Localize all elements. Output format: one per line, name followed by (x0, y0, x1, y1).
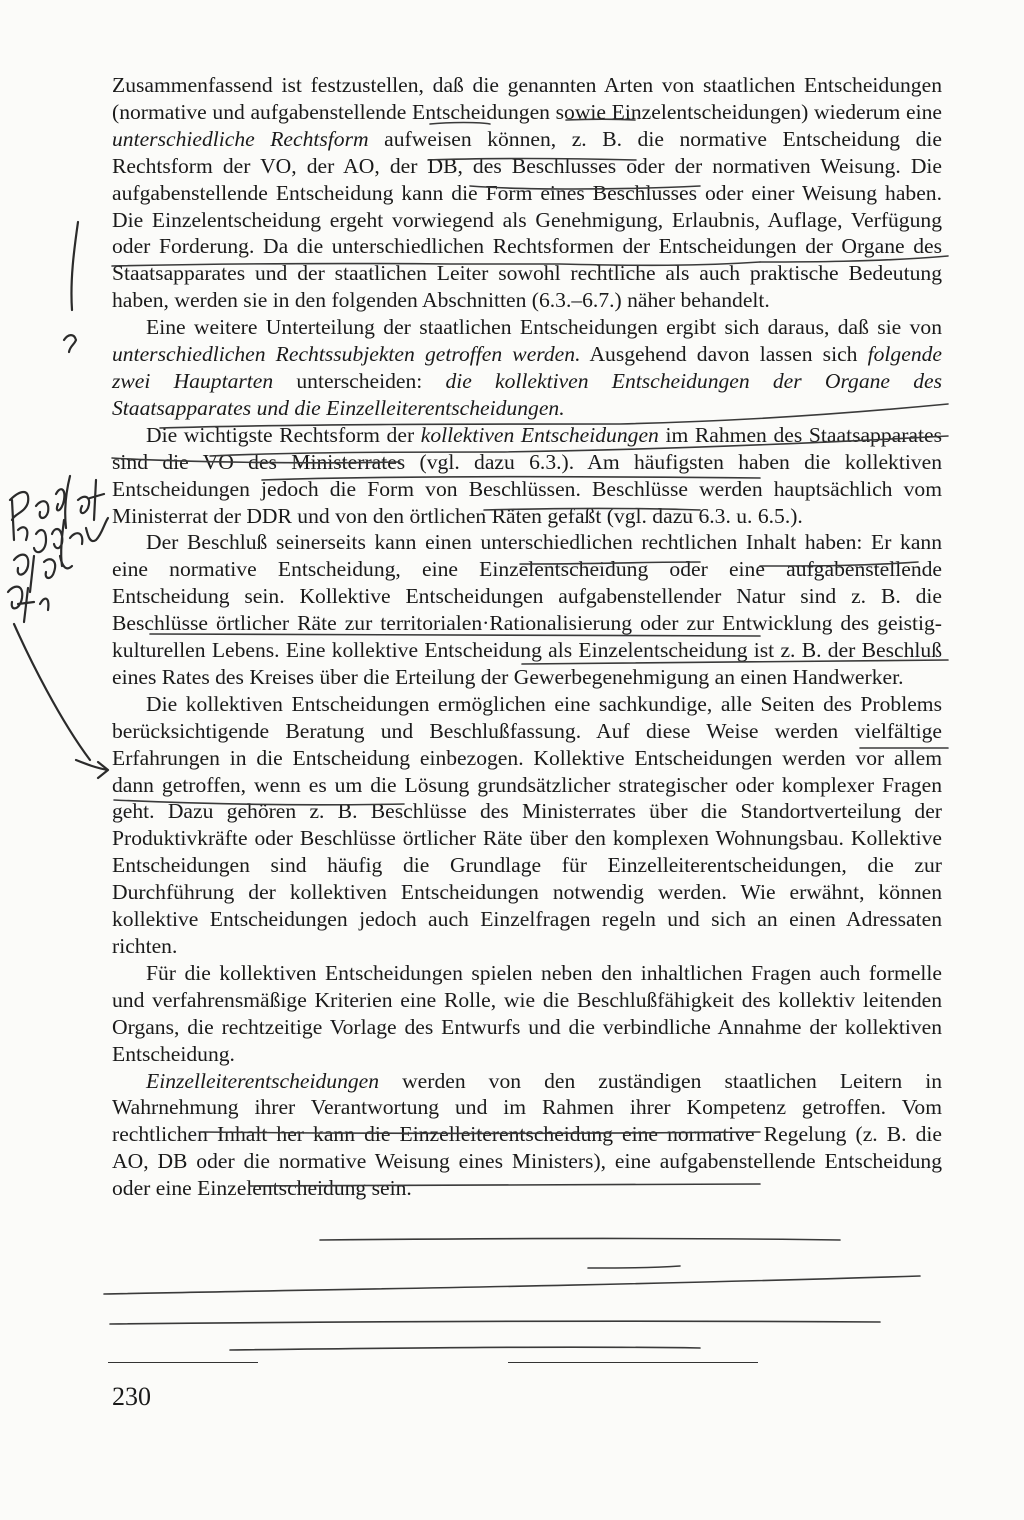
paragraph-6 (112, 960, 942, 1068)
emphasis-text: kollektiven Entscheidungen (420, 422, 659, 447)
paragraph-2 (112, 314, 942, 422)
margin-vertical-mark (71, 222, 78, 310)
paragraph-text: Die kollektiven Entscheidungen ermöglichen eine sachkundige, alle Seiten des Problems berücksichtigende Beratung und Beschlußfassung. Auf diese Weise werden vielfältige Erfahrungen in die Entscheidung einbezogen. Kollektive Entscheidungen werden vor allem dann getroffen, wenn es um die Lösung grundsätzlicher strategischer oder komplexer Fragen geht. Dazu gehören z. B. Beschlüsse des Ministerrates über die Standortverteilung der Produktivkräfte oder Beschlüsse örtlicher Räte über den komplexen Wohnungsbau. Kollektive Entscheidungen sind häufig die Grundlage für Einzelleiterentscheidungen, die zur Durchführung der kollektiven Entscheidungen notwendig werden. Wie erwähnt, können kollektive Entscheidungen jedoch auch Einzelfragen regeln und sich an einen Adressaten richten. (112, 691, 942, 958)
paragraph-text: werden von den zuständigen staatlichen Leitern in Wahrnehmung ihrer Verantwortung und im Rahmen ihrer Kompetenz getroffen. Vom rechtlichen Inhalt her kann die Einzelleiterentscheidung eine normative Regelung (z. B. die AO, DB oder die normative Weisung eines Ministers), eine aufgabenstellende Entscheidung oder eine Einzelentscheidung sein. (112, 1068, 942, 1201)
emphasis-text: unterschiedlichen Rechtssubjekten getroffen werden. (112, 342, 581, 367)
emphasis-text: die kollektiven Entscheidungen der Organe des Staatsapparates und die Einzelleiterentscheidungen. (112, 368, 942, 420)
text-end-rule-right (508, 1362, 758, 1363)
paragraph-5 (112, 691, 942, 960)
paragraph-text: aufweisen können, z. B. die normative Entscheidung die Rechtsform der VO, der AO, der DB, des Beschlusses oder der normativen Weisung. Die aufgabenstellende Entscheidung kann die Form eines Beschlusses oder einer Weisung haben. Die Einzelentscheidung ergeht vorwiegend als Genehmigung, Erlaubnis, Auflage, Verfügung oder Forderung. Da die unterschiedlichen Rechtsformen der Entscheidungen der Organe des Staatsapparates und der staatlichen Leiter sowohl rechtliche als auch praktische Bedeutung haben, werden sie in den folgenden Abschnitten (6.3.–6.7.) näher behandelt. (112, 126, 943, 313)
document-body (112, 72, 942, 1202)
emphasis-text: unterschiedliche Rechtsform (112, 126, 369, 151)
paragraph-3 (112, 422, 942, 530)
paragraph-text: Ausgehend davon lassen sich (580, 342, 868, 367)
paragraph-text: Für die kollektiven Entscheidungen spielen neben den inhaltlichen Fragen auch formelle und verfahrensmäßige Kriterien eine Rolle, wie die Beschlußfähigkeit des kollektiv leitenden Organs, die rechtzeitige Vorlage des Entwurfs und die verbindliche Annahme der kollektiven Entscheidung. (112, 960, 942, 1066)
paragraph-text: Zusammenfassend ist festzustellen, daß die genannten Arten von staatlichen Entscheidungen (normative und aufgabenstellende Entscheidungen sowie Einzelentscheidungen) wiederum eine (112, 73, 942, 124)
page-number: 230 (112, 1382, 151, 1411)
paragraph-text: Eine weitere Unterteilung der staatlichen Entscheidungen ergibt sich daraus, daß sie von (146, 315, 942, 340)
margin-bracket-line (14, 624, 90, 760)
margin-question-mark (64, 335, 76, 352)
paragraph-text: im Rahmen des Staatsapparates sind die VO des Ministerrates (vgl. dazu 6.3.). Am häufigsten haben die kollektiven Entscheidungen jedoch die Form von Beschlüssen. Beschlüsse werden hauptsächlich vom Ministerrat der DDR und von den örtlichen Räten gefaßt (vgl. dazu 6.3. u. 6.5.). (112, 422, 942, 528)
margin-arrow (76, 760, 108, 778)
paragraph-7 (112, 1068, 942, 1203)
text-end-rule-left (108, 1362, 258, 1363)
paragraph-text: Der Beschluß seinerseits kann einen unterschiedlichen rechtlichen Inhalt haben: Er kann eine normative Entscheidung, eine Einzelentscheidung oder eine aufgabenstellende Entscheidung sein. Kollektive Entscheidungen aufgabenstellender Natur sind z. B. die Beschlüsse örtlicher Räte zur territorialen·Rationalisierung oder zur Entwicklung des geistig-kulturellen Lebens. Eine kollektive Entscheidung als Einzelentscheidung ist z. B. der Beschluß eines Rates des Kreises über die Erteilung der Gewerbegenehmigung an einen Handwerker. (112, 530, 942, 689)
paragraph-text: unterscheiden: (273, 368, 446, 393)
paragraph-1 (112, 72, 942, 314)
paragraph-text: Die wichtigste Rechtsform der (146, 422, 421, 447)
emphasis-text: Einzelleiterentscheidungen (146, 1068, 380, 1093)
emphasis-text: folgende zwei Hauptarten (112, 342, 942, 393)
paragraph-4 (112, 529, 942, 690)
